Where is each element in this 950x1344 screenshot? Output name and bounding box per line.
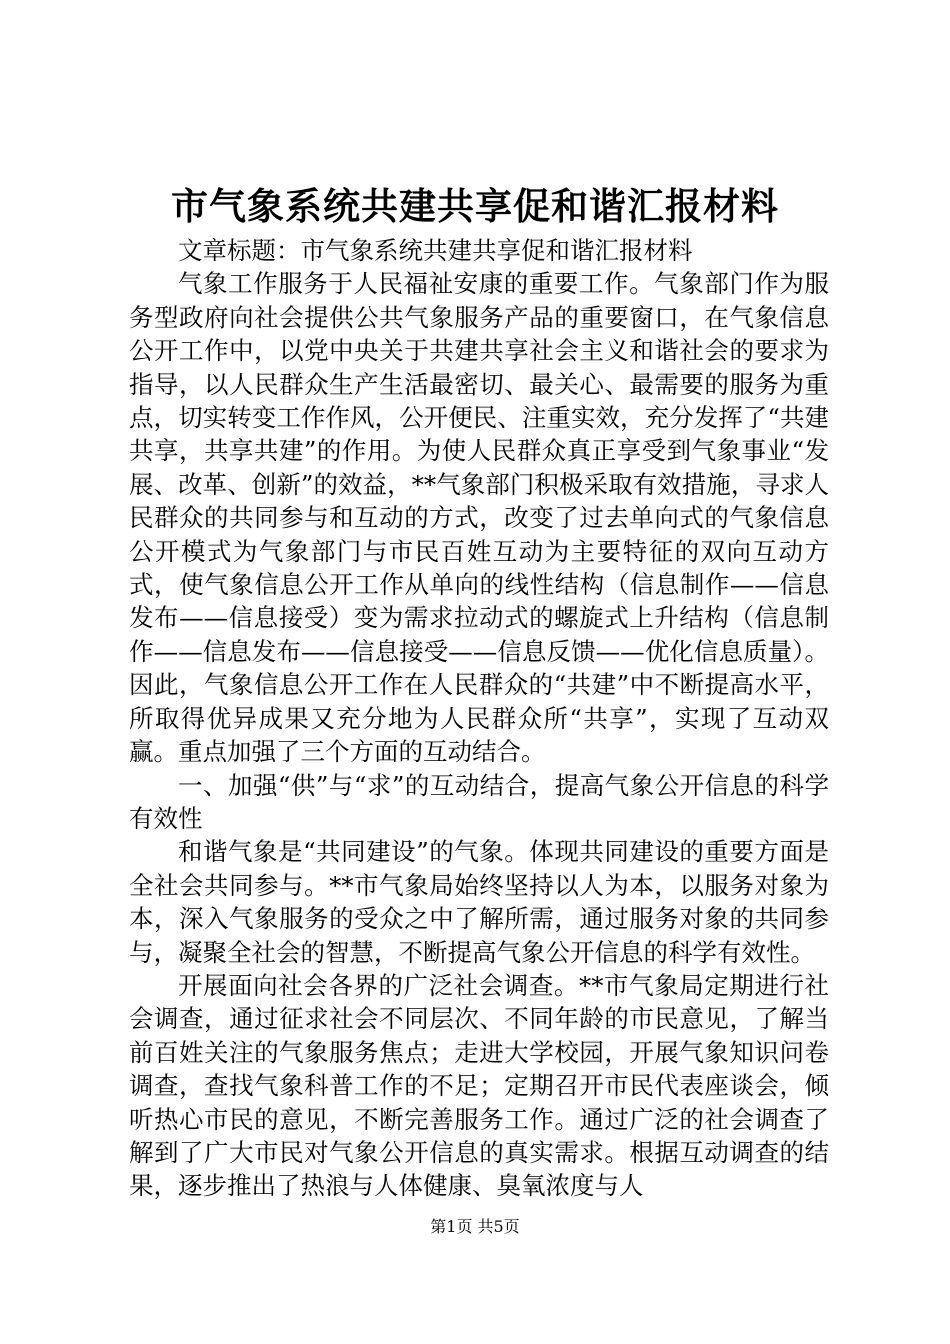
body-paragraph: 开展面向社会各界的广泛社会调查。**市气象局定期进行社会调查，通过征求社会不同层次、不同年龄的市民意见，了解当前百姓关注的气象服务焦点；走进大学校园，开展气象知识问卷调查，查找气象科普工作的不足；定期召开市民代表座谈会，倾听热心市民的意见，不断完善服务工作。通过广泛的社会调查了解到了广大市民对气象公开信息的真实需求。根据互动调查的结果，逐步推出了热浪与人体健康、臭氧浓度与人 — [129, 970, 829, 1201]
document-body — [129, 234, 829, 1203]
page-title: 市气象系统共建共享促和谐汇报材料 — [171, 184, 779, 228]
body-paragraph: 和谐气象是“共同建设”的气象。体现共同建设的重要方面是全社会共同参与。**市气象局始终坚持以人为本，以服务对象为本，深入气象服务的受众之中了解所需，通过服务对象的共同参与，凝聚全社会的智慧，不断提高气象公开信息的科学有效性。 — [129, 837, 829, 967]
article-title-line: 文章标题：市气象系统共建共享促和谐汇报材料 — [178, 236, 693, 265]
body-paragraph-intro: 气象工作服务于人民福祉安康的重要工作。气象部门作为服务型政府向社会提供公共气象服务产品的重要窗口，在气象信息公开工作中，以党中央关于共建共享社会主义和谐社会的要求为指导，以人民群众生产生活最密切、最关心、最需要的服务为重点，切实转变工作作风，公开便民、注重实效，充分发挥了“共建共享，共享共建”的作用。为使人民群众真正享受到气象事业“发展、改革、创新”的效益，**气象部门积极采取有效措施，寻求人民群众的共同参与和互动的方式，改变了过去单向式的气象信息公开模式为气象部门与市民百姓互动为主要特征的双向互动方式，使气象信息公开工作从单向的线性结构（信息制作——信息发布——信息接受）变为需求拉动式的螺旋式上升结构（信息制作——信息发布——信息接受——信息反馈——优化信息质量）。因此，气象信息公开工作在人民群众的“共建”中不断提高水平，所取得优异成果又充分地为人民群众所“共享”，实现了互动双赢。重点加强了三个方面的互动结合。 — [129, 269, 829, 767]
section-heading-1: 一、加强“供”与“求”的互动结合，提高气象公开信息的科学有效性 — [129, 770, 829, 833]
page-footer: 第1页 共5页 — [430, 1217, 520, 1236]
